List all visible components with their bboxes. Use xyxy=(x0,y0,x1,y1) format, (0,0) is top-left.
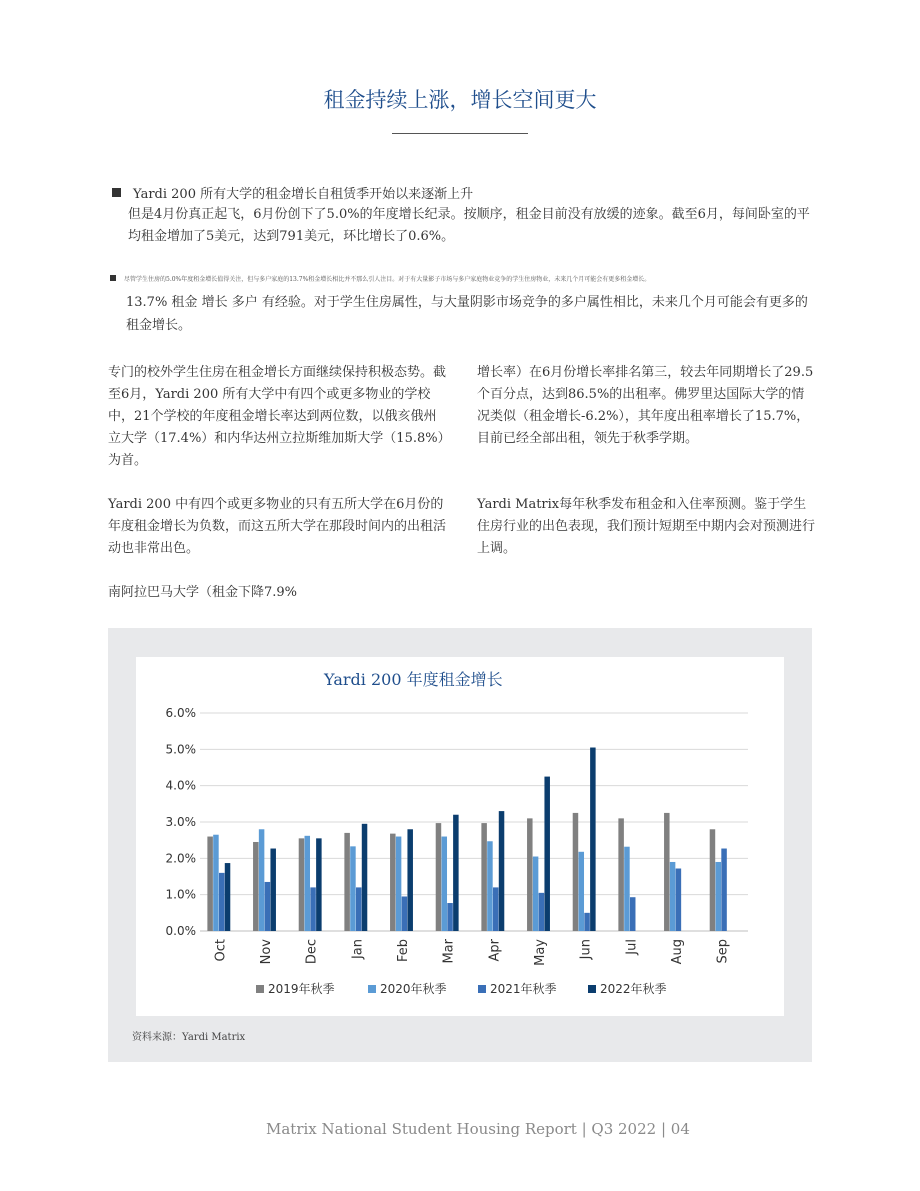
x-tick-label: Apr xyxy=(487,939,503,962)
x-tick-label: Sep xyxy=(715,939,731,964)
right-paragraph-2: Yardi Matrix每年秋季发布租金和入住率预测。鉴于学生住房行业的出色表现，我们预计短期至中期内会对预测进行上调。 xyxy=(477,497,816,556)
bar-nov-series-3 xyxy=(265,882,271,931)
bar-aug-series-2 xyxy=(670,862,676,931)
bar-nov-series-4 xyxy=(270,849,276,931)
x-tick-label: Feb xyxy=(396,939,411,963)
bar-apr-series-2 xyxy=(487,841,493,931)
bullet-2-head xyxy=(110,275,880,285)
bar-sep-series-2 xyxy=(716,862,722,931)
bullet-1-body: 但是4月份真正起飞，6月份创下了5.0%的年度增长纪录。按顺序，租金目前没有放缓的迹象。截至6月，每间卧室的平均租金增加了5美元，达到791美元，环比增长了0.6%。 xyxy=(128,207,810,244)
bar-may-series-2 xyxy=(533,857,539,931)
bar-feb-series-1 xyxy=(390,834,396,931)
bar-apr-series-3 xyxy=(493,887,499,931)
legend-label: 2020年秋季 xyxy=(380,982,447,996)
x-tick-label: Jan xyxy=(350,939,366,960)
bar-dec-series-2 xyxy=(305,836,311,931)
rent-growth-chart xyxy=(136,657,784,1016)
bar-jan-series-2 xyxy=(350,846,356,931)
left-paragraph-3: 南阿拉巴马大学（租金下降7.9% xyxy=(108,585,298,600)
bar-dec-series-1 xyxy=(299,838,305,931)
chart-title: Yardi 200 年度租金增长 xyxy=(324,670,503,689)
legend-swatch xyxy=(368,985,376,993)
x-tick-label: Nov xyxy=(259,939,274,965)
x-tick-label: Oct xyxy=(213,939,229,962)
bar-mar-series-2 xyxy=(442,837,448,931)
bar-sep-series-1 xyxy=(710,829,716,931)
bar-jan-series-1 xyxy=(344,833,350,931)
bar-feb-series-2 xyxy=(396,837,402,931)
left-column xyxy=(108,362,448,604)
x-tick-label: May xyxy=(533,939,548,966)
bar-jun-series-1 xyxy=(573,813,579,931)
bar-may-series-1 xyxy=(527,818,533,931)
bar-jul-series-3 xyxy=(630,897,636,931)
y-tick-label: 2.0% xyxy=(165,851,196,866)
right-column xyxy=(477,362,815,560)
square-bullet-icon xyxy=(110,275,116,281)
bar-jul-series-2 xyxy=(624,847,630,931)
bar-apr-series-1 xyxy=(481,823,487,931)
bar-may-series-3 xyxy=(539,893,545,931)
bar-aug-series-3 xyxy=(676,869,682,931)
bar-mar-series-4 xyxy=(453,815,459,931)
legend-swatch xyxy=(478,985,486,993)
bar-sep-series-3 xyxy=(721,849,727,931)
y-tick-label: 6.0% xyxy=(165,706,196,720)
y-tick-label: 0.0% xyxy=(165,924,196,938)
page-title: 租金持续上涨，增长空间更大 xyxy=(323,88,597,112)
y-tick-label: 3.0% xyxy=(165,815,196,829)
right-paragraph-1: 增长率）在6月份增长率排名第三，较去年同期增长了29.5个百分点，达到86.5%的出租率。佛罗里达国际大学的情况类似（租金增长-6.2%），其年度出租率增长了15.7%，目前已经全部出租，领先于秋季学期。 xyxy=(477,365,814,446)
bar-oct-series-4 xyxy=(225,863,231,931)
chart-card xyxy=(136,657,784,1016)
title-divider xyxy=(392,133,528,134)
y-tick-label: 1.0% xyxy=(165,887,196,902)
bar-nov-series-2 xyxy=(259,829,265,931)
legend-swatch xyxy=(588,985,596,993)
legend-label: 2019年秋季 xyxy=(268,982,335,996)
bar-mar-series-3 xyxy=(447,903,453,931)
x-tick-label: Jun xyxy=(578,939,594,960)
bar-feb-series-3 xyxy=(402,896,408,931)
x-tick-label: Mar xyxy=(441,939,457,964)
legend-label: 2021年秋季 xyxy=(490,982,557,996)
bullet-1-head-text: Yardi 200 所有大学的租金增长自租赁季开始以来逐渐上升 xyxy=(133,187,474,202)
bar-nov-series-1 xyxy=(253,842,258,931)
bar-jun-series-3 xyxy=(584,913,590,931)
bullet-1 xyxy=(112,185,812,248)
bar-dec-series-3 xyxy=(310,887,316,931)
bullet-2-head-text: 尽管学生住房的5.0%年度租金增长值得关注，但与多户家庭的13.7%租金增长相比并不那么引人注目。对于有大量影子市场与多户家庭物业竞争的学生住房物业，未来几个月可能会有更多租金增长。 xyxy=(124,276,651,283)
left-paragraph-2: Yardi 200 中有四个或更多物业的只有五所大学在6月份的年度租金增长为负数，而这五所大学在那段时间内的出租活动也非常出色。 xyxy=(108,497,447,556)
bar-mar-series-1 xyxy=(436,823,442,931)
legend-swatch xyxy=(256,985,264,993)
x-tick-label: Aug xyxy=(670,939,685,965)
x-tick-label: Jul xyxy=(624,939,640,955)
square-bullet-icon xyxy=(112,188,121,197)
bar-apr-series-4 xyxy=(499,811,505,931)
bullet-1-head xyxy=(112,185,812,204)
bar-feb-series-4 xyxy=(407,829,413,931)
bar-jun-series-2 xyxy=(579,852,585,931)
left-paragraph-1: 专门的校外学生住房在租金增长方面继续保持积极态势。截至6月，Yardi 200 所有大学中有四个或更多物业的学校中，21个学校的年度租金增长率达到两位数，以俄亥俄州立大学（17.4%）和内华达州立拉斯维加斯大学（15.8%）为首。 xyxy=(108,365,447,468)
bar-dec-series-4 xyxy=(316,838,322,931)
bullet-2 xyxy=(110,275,880,337)
bar-jan-series-4 xyxy=(362,824,368,931)
bar-jul-series-1 xyxy=(618,818,624,931)
bar-jan-series-3 xyxy=(356,887,362,931)
bar-may-series-4 xyxy=(544,777,550,931)
source-note: 资料来源：Yardi Matrix xyxy=(132,1032,246,1043)
bullet-2-body: 13.7% 租金 增长 多户 有经验。对于学生住房属性，与大量阴影市场竞争的多户属性相比，未来几个月可能会有更多的租金增长。 xyxy=(126,295,808,333)
legend-label: 2022年秋季 xyxy=(600,982,667,996)
bar-oct-series-3 xyxy=(219,873,225,931)
y-tick-label: 4.0% xyxy=(165,778,196,793)
page-footer: Matrix National Student Housing Report | Q3 2022 | 04 xyxy=(266,1120,690,1138)
bar-oct-series-2 xyxy=(213,835,219,931)
y-tick-label: 5.0% xyxy=(165,742,196,757)
bar-aug-series-1 xyxy=(664,813,670,931)
bar-oct-series-1 xyxy=(207,837,213,931)
x-tick-label: Dec xyxy=(304,939,320,965)
bar-jun-series-4 xyxy=(590,748,596,931)
